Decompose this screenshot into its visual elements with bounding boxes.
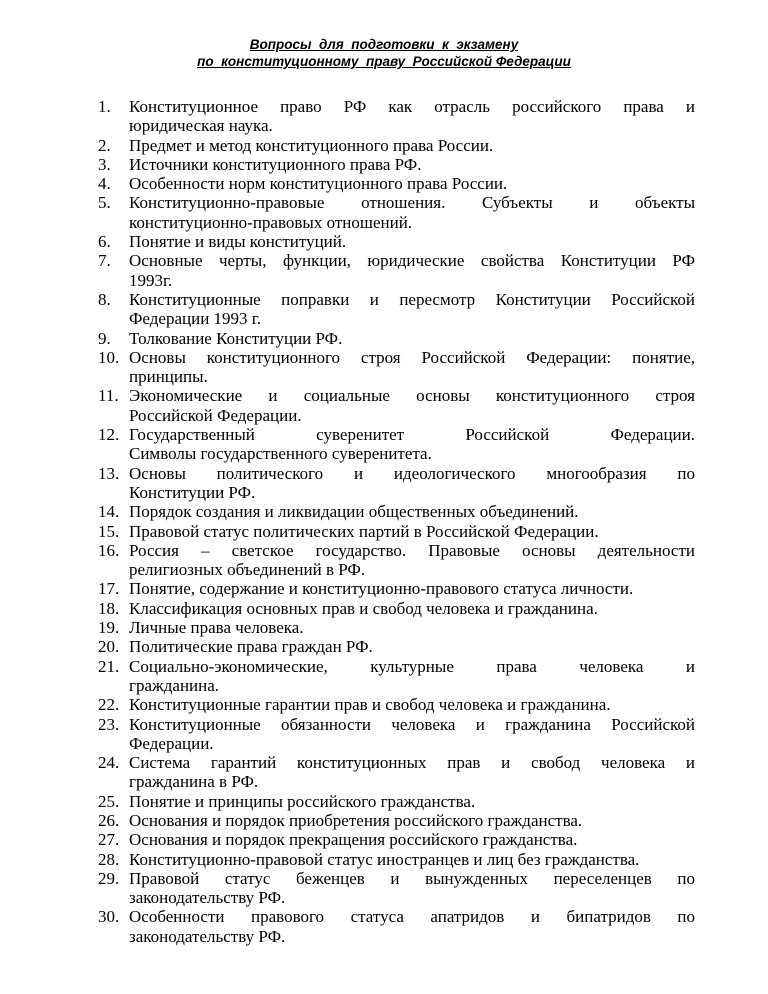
question-text-line: Основы политического и идеологического многообразия по xyxy=(129,463,695,483)
question-number: 8. xyxy=(98,289,111,309)
question-text-line: Конституционные гарантии прав и свобод человека и гражданина. xyxy=(129,695,611,715)
question-text-line: законодательству РФ. xyxy=(129,888,286,908)
question-text-line: гражданина в РФ. xyxy=(129,772,259,792)
question-text-line: Толкование Конституции РФ. xyxy=(129,328,343,348)
question-text-line: Особенности правового статуса апатридов и бипатридов по xyxy=(129,907,695,927)
question-item xyxy=(98,193,695,232)
question-item xyxy=(98,136,695,155)
question-text-line: Федерации. xyxy=(129,733,214,753)
question-item xyxy=(98,329,695,348)
question-number: 9. xyxy=(98,328,111,348)
question-number: 23. xyxy=(98,714,120,734)
question-item xyxy=(98,869,695,908)
question-item xyxy=(98,579,695,598)
question-text-line: Конституционные обязанности человека и гражданина Российской xyxy=(129,714,695,734)
question-item xyxy=(98,907,695,946)
question-item xyxy=(98,811,695,830)
question-number: 19. xyxy=(98,618,120,638)
question-text-line: 1993г. xyxy=(129,270,173,290)
question-text-line: Система гарантий конституционных прав и свобод человека и xyxy=(129,753,695,773)
question-item xyxy=(98,792,695,811)
question-text-line: Федерации 1993 г. xyxy=(129,309,262,329)
question-item xyxy=(98,97,695,136)
question-text-line: Понятие, содержание и конституционно-правового статуса личности. xyxy=(129,579,634,599)
question-text-line: Особенности норм конституционного права России. xyxy=(129,174,508,194)
question-text-line: Политические права граждан РФ. xyxy=(129,637,373,657)
question-item xyxy=(98,830,695,849)
question-item xyxy=(98,251,695,290)
question-number: 21. xyxy=(98,656,120,676)
question-text-line: Символы государственного суверенитета. xyxy=(129,444,432,464)
question-text-line: Конституционно-правовой статус иностранцев и лиц без гражданства. xyxy=(129,849,640,869)
question-item xyxy=(98,348,695,387)
question-text-line: Российской Федерации. xyxy=(129,405,302,425)
question-item xyxy=(98,695,695,714)
question-text-line: Основания и порядок прекращения российского гражданства. xyxy=(129,830,578,850)
question-text-line: Государственный суверенитет Российской Федерации. xyxy=(129,425,695,445)
question-number: 10. xyxy=(98,347,120,367)
question-text-line: Основные черты, функции, юридические свойства Конституции РФ xyxy=(129,251,695,271)
question-text-line: Источники конституционного права РФ. xyxy=(129,154,422,174)
question-number: 18. xyxy=(98,598,120,618)
question-item xyxy=(98,522,695,541)
question-text-line: религиозных объединений в РФ. xyxy=(129,560,366,580)
question-number: 13. xyxy=(98,463,120,483)
question-item xyxy=(98,637,695,656)
question-number: 22. xyxy=(98,695,120,715)
question-item xyxy=(98,464,695,503)
question-text-line: Понятие и принципы российского гражданства. xyxy=(129,791,476,811)
question-item xyxy=(98,174,695,193)
question-text-line: Порядок создания и ликвидации общественных объединений. xyxy=(129,502,579,522)
question-text-line: конституционно-правовых отношений. xyxy=(129,212,413,232)
question-number: 4. xyxy=(98,174,111,194)
question-item xyxy=(98,425,695,464)
question-text-line: юридическая наука. xyxy=(129,116,273,136)
question-item xyxy=(98,753,695,792)
question-item xyxy=(98,155,695,174)
question-item xyxy=(98,232,695,251)
question-number: 20. xyxy=(98,637,120,657)
question-number: 5. xyxy=(98,193,111,213)
question-number: 28. xyxy=(98,849,120,869)
question-text-line: Классификация основных прав и свобод человека и гражданина. xyxy=(129,598,598,618)
question-item xyxy=(98,290,695,329)
question-number: 15. xyxy=(98,521,120,541)
question-number: 1. xyxy=(98,97,111,116)
question-item xyxy=(98,599,695,618)
question-number: 27. xyxy=(98,830,120,850)
title-line-2: по конституционному праву Российской Федерации xyxy=(197,54,571,69)
title-line-1: Вопросы для подготовки к экзамену xyxy=(249,37,519,52)
question-number: 7. xyxy=(98,251,111,271)
question-number: 29. xyxy=(98,868,120,888)
question-number: 25. xyxy=(98,791,120,811)
question-text-line: Правовой статус политических партий в Российской Федерации. xyxy=(129,521,599,541)
question-text-line: Конституционные поправки и пересмотр Конституции Российской xyxy=(129,289,695,309)
question-number: 26. xyxy=(98,810,120,830)
question-number: 11. xyxy=(98,386,119,406)
question-number: 14. xyxy=(98,502,120,522)
question-number: 3. xyxy=(98,154,111,174)
question-text-line: Понятие и виды конституций. xyxy=(129,232,347,252)
question-item xyxy=(98,386,695,425)
question-text-line: гражданина. xyxy=(129,675,220,695)
question-text-line: Личные права человека. xyxy=(129,618,304,638)
question-text-line: Конституции РФ. xyxy=(129,482,256,502)
question-text-line: Правовой статус беженцев и вынужденных переселенцев по xyxy=(129,868,695,888)
question-text-line: Россия – светское государство. Правовые основы деятельности xyxy=(129,540,695,560)
question-text-line: Экономические и социальные основы конституционного строя xyxy=(129,386,695,406)
question-number: 6. xyxy=(98,232,111,252)
question-item xyxy=(98,541,695,580)
document-title xyxy=(0,36,768,70)
question-number: 12. xyxy=(98,425,120,445)
question-text-line: Конституционное право РФ как отрасль российского права и xyxy=(129,97,695,116)
question-text-line: Социально-экономические, культурные права человека и xyxy=(129,656,695,676)
question-text-line: принципы. xyxy=(129,367,208,387)
question-item xyxy=(98,618,695,637)
question-number: 16. xyxy=(98,540,120,560)
question-item xyxy=(98,850,695,869)
question-text-line: Конституционно-правовые отношения. Субъекты и объекты xyxy=(129,193,695,213)
question-item xyxy=(98,657,695,696)
question-number: 30. xyxy=(98,907,120,927)
question-text-line: законодательству РФ. xyxy=(129,926,286,946)
question-number: 17. xyxy=(98,579,120,599)
question-text-line: Основания и порядок приобретения российского гражданства. xyxy=(129,810,583,830)
question-number: 24. xyxy=(98,753,120,773)
question-item xyxy=(98,502,695,521)
questions-list xyxy=(98,97,695,946)
question-number: 2. xyxy=(98,135,111,155)
question-text-line: Основы конституционного строя Российской Федерации: понятие, xyxy=(129,347,695,367)
question-item xyxy=(98,715,695,754)
question-text-line: Предмет и метод конституционного права России. xyxy=(129,135,494,155)
